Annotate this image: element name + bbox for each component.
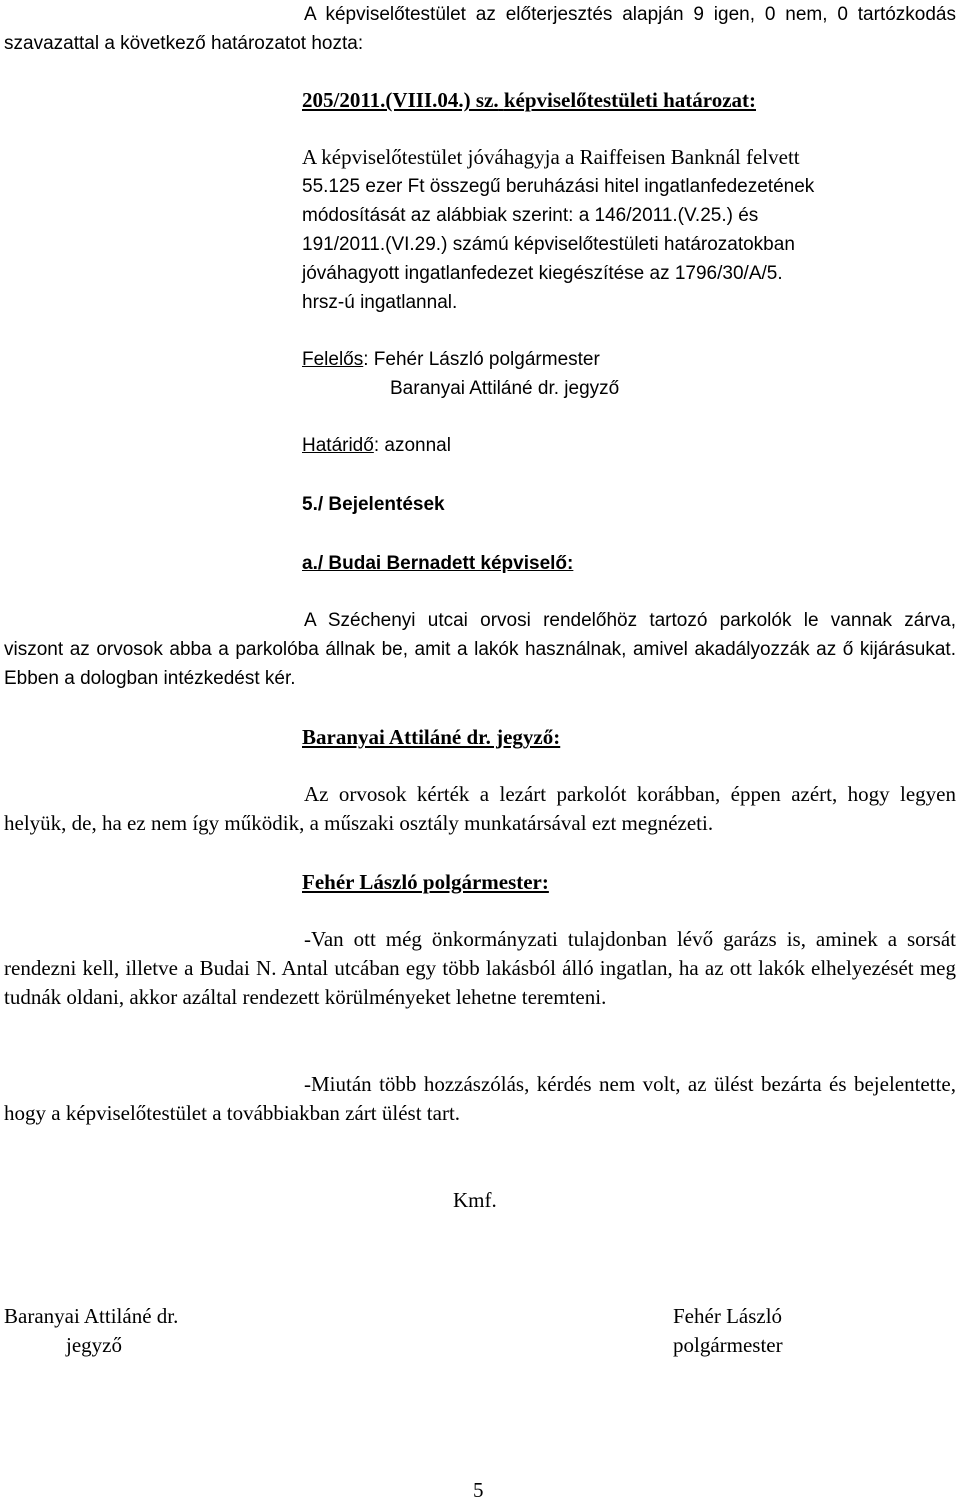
notary-heading: Baranyai Attiláné dr. jegyző: — [302, 725, 561, 749]
responsible-row — [302, 345, 600, 374]
responsible-label: Felelős — [302, 349, 364, 370]
resolution-heading — [302, 86, 756, 115]
signature-right-title: polgármester — [673, 1333, 783, 1357]
responsible-mayor: : Fehér László polgármester — [363, 349, 600, 370]
resolution-body-line-3: módosítását az alábbiak szerint: a 146/2011.(V.25.) és — [302, 205, 759, 226]
resolution-body-line-1: A képviselőtestület jóváhagyja a Raiffeisen Banknál felvett — [302, 145, 800, 169]
responsible-notary: Baranyai Attiláné dr. jegyző — [390, 378, 620, 399]
page-number: 5 — [473, 1478, 484, 1502]
resolution-body-line-6: hrsz-ú ingatlannal. — [302, 292, 458, 313]
item-a-paragraph: A Széchenyi utcai orvosi rendelőhöz tartozó parkolók le vannak zárva, viszont az orvosok abba a parkolóba állnak be, amit a lakók használnak, amivel akadályozzák az ő kijárásukat. Ebben a dologban intézkedést kér. — [4, 610, 956, 689]
mayor-paragraph-2: -Miután több hozzászólás, kérdés nem volt, az ülést bezárta és bejelentette, hogy a képviselőtestület a továbbiakban zárt ülést tart. — [4, 1072, 956, 1125]
resolution-number: 205/2011.(VIII.04.) sz. — [302, 88, 499, 112]
deadline-row — [302, 431, 451, 460]
mayor-paragraph-1: -Van ott még önkormányzati tulajdonban lévő garázs is, aminek a sorsát rendezni kell, illetve a Budai N. Antal utcában egy több lakásból álló ingatlan, ha az ott lakók elhelyezését meg tudnák oldani, akkor azáltal rendezett körülményeket lehetne teremteni. — [4, 927, 956, 1009]
item-a-heading: a./ Budai Bernadett képviselő: — [302, 553, 574, 574]
vote-paragraph: A képviselőtestület az előterjesztés alapján 9 igen, 0 nem, 0 tartózkodás szavazattal a következő határozatot hozta: — [4, 4, 956, 54]
deadline-value: : azonnal — [373, 435, 451, 456]
mayor-heading: Fehér László polgármester: — [302, 870, 549, 894]
signature-right-name: Fehér László — [673, 1304, 783, 1328]
resolution-body-line-5: jóváhagyott ingatlanfedezet kiegészítése az 1796/30/A/5. — [302, 263, 783, 284]
resolution-title: képviselőtestületi határozat: — [503, 88, 756, 112]
section-heading: 5./ Bejelentések — [302, 494, 445, 515]
kmf-label: Kmf. — [453, 1188, 497, 1212]
deadline-label: Határidő — [302, 435, 374, 456]
signature-left-title: jegyző — [66, 1333, 122, 1357]
resolution-body-line-4: 191/2011.(VI.29.) számú képviselőtestületi határozatokban — [302, 234, 795, 255]
notary-paragraph: Az orvosok kérték a lezárt parkolót korábban, éppen azért, hogy legyen helyük, de, ha ez nem így működik, a műszaki osztály munkatársával ezt megnézeti. — [4, 782, 956, 835]
signature-left-name: Baranyai Attiláné dr. — [4, 1304, 179, 1328]
resolution-body-line-2: 55.125 ezer Ft összegű beruházási hitel ingatlanfedezetének — [302, 176, 815, 197]
